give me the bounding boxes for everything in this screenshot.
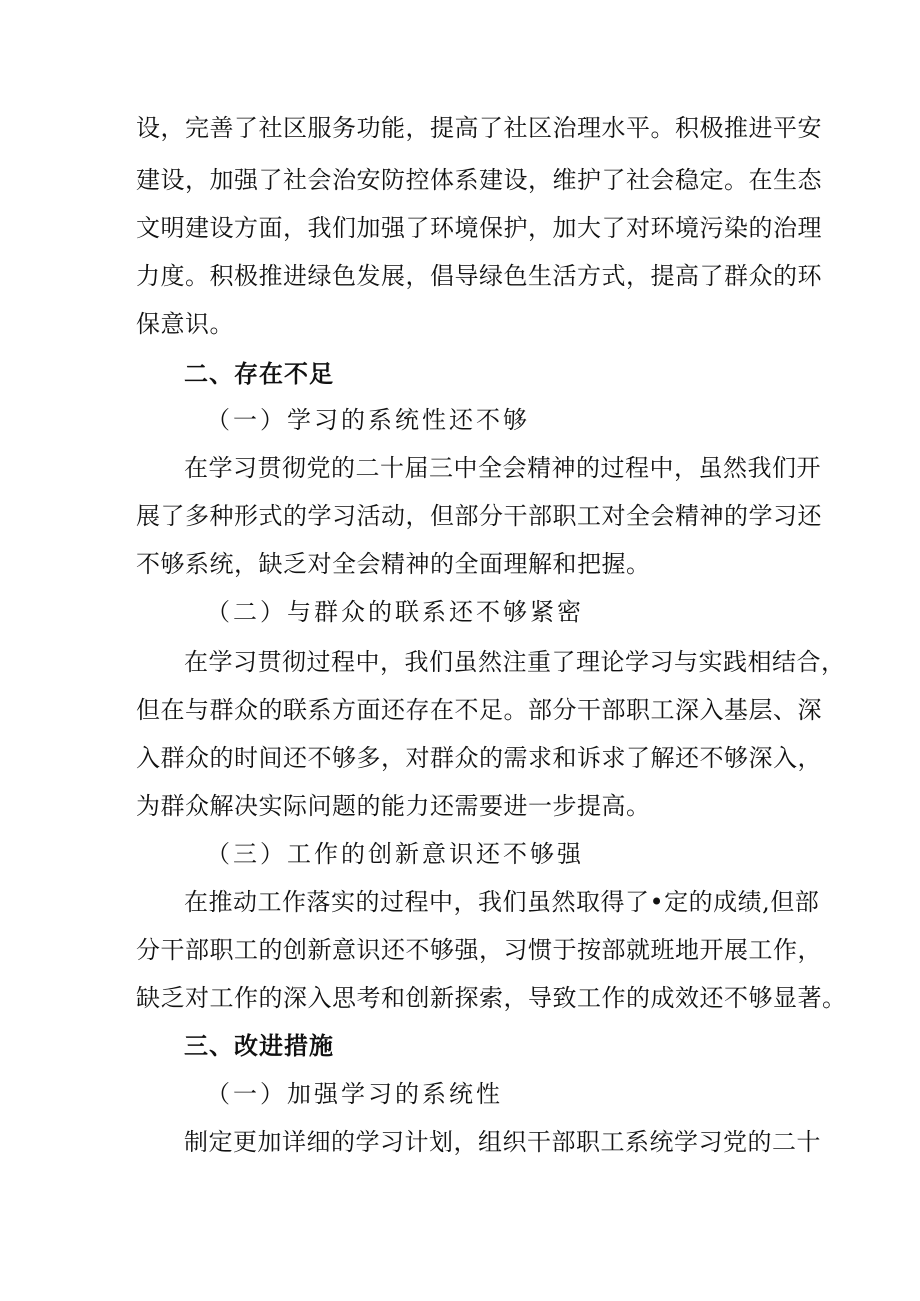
paragraph-line: 不够系统，缺乏对全会精神的全面理解和把握。: [136, 550, 651, 578]
paragraph-line: 在学习贯彻党的二十届三中全会精神的过程中，虽然我们开: [184, 454, 821, 482]
paragraph-line: 入群众的时间还不够多，对群众的需求和诉求了解还不够深入，: [136, 744, 822, 772]
paragraph-line: 展了多种形式的学习活动，但部分干部职工对全会精神的学习还: [136, 502, 822, 530]
paragraph-line: 在学习贯彻过程中，我们虽然注重了理论学习与实践相结合，: [184, 648, 846, 676]
paragraph-line: 文明建设方面，我们加强了环境保护，加大了对环境污染的治理: [136, 214, 822, 242]
paragraph-line: 缺乏对工作的深入思考和创新探索，导致工作的成效还不够显著。: [136, 984, 847, 1012]
paragraph-line: 设，完善了社区服务功能，提高了社区治理水平。积极推进平安: [136, 114, 822, 142]
paragraph-line: 建设，加强了社会治安防控体系建设，维护了社会稳定。在生态: [136, 166, 822, 194]
section-heading: 二、存在不足: [184, 360, 334, 388]
paragraph-line: 在推动工作落实的过程中，我们虽然取得了•定的成绩,但部: [184, 888, 820, 916]
subsection-heading: （二）与群众的联系还不够紧密: [206, 598, 584, 626]
subsection-heading: （三）工作的创新意识还不够强: [206, 840, 584, 868]
section-heading: 三、改进措施: [184, 1032, 334, 1060]
paragraph-line: 为群众解决实际问题的能力还需要进一步提高。: [136, 792, 651, 820]
paragraph-line: 分干部职工的创新意识还不够强，习惯于按部就班地开展工作，: [136, 936, 822, 964]
paragraph-line: 力度。积极推进绿色发展，倡导绿色生活方式，提高了群众的环: [136, 262, 822, 290]
subsection-heading: （一）加强学习的系统性: [206, 1080, 503, 1108]
paragraph-line: 但在与群众的联系方面还存在不足。部分干部职工深入基层、深: [136, 696, 822, 724]
paragraph-line: 保意识。: [136, 310, 234, 338]
paragraph-line: 制定更加详细的学习计划，组织干部职工系统学习党的二十: [184, 1128, 821, 1156]
subsection-heading: （一）学习的系统性还不够: [206, 406, 530, 434]
